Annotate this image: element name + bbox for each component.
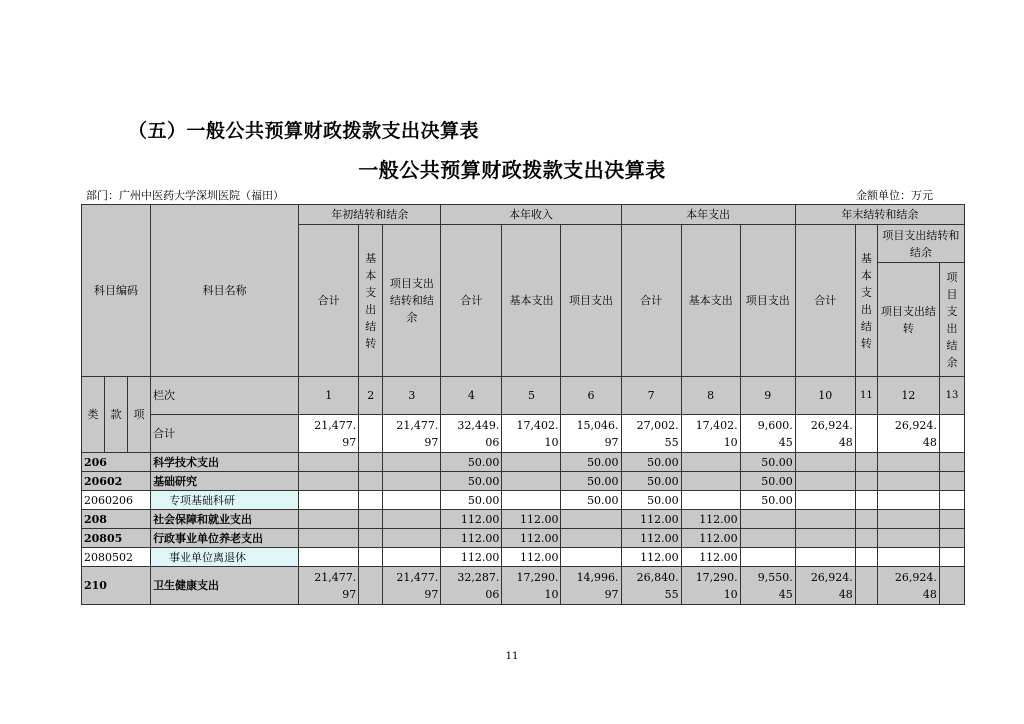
row-expense-total: 112.00 [621, 548, 681, 567]
total-expense-basic: 17,402. 10 [681, 415, 740, 453]
header-expense: 本年支出 [621, 205, 795, 225]
header-begin: 年初结转和结余 [299, 205, 441, 225]
total-income-basic: 17,402. 10 [502, 415, 561, 453]
header-income: 本年收入 [441, 205, 621, 225]
table-row [82, 491, 965, 510]
table-row [82, 510, 965, 529]
row-income-basic [502, 453, 561, 472]
row-expense-basic [681, 472, 740, 491]
page-number: 11 [505, 651, 519, 662]
page-title: 一般公共预算财政拨款支出决算表 [358, 158, 666, 182]
header-lei: 类 [82, 377, 105, 453]
row-income-basic: 112.00 [502, 548, 561, 567]
row-income-basic [502, 491, 561, 510]
total-expense-total: 27,002. 55 [621, 415, 681, 453]
header-expense-basic: 基本支出 [681, 225, 740, 377]
header-code: 科目编码 [82, 205, 151, 377]
total-begin-basic [359, 415, 383, 453]
header-begin-basic-carry: 基 本 支 出 结 转 [359, 225, 383, 377]
col-number: 10 [795, 377, 855, 415]
total-end-project: 26,924. 48 [877, 415, 939, 453]
row-end-total: 26,924. 48 [795, 567, 855, 605]
col-number: 13 [939, 377, 964, 415]
header-xiang: 项 [128, 377, 151, 453]
row-expense-project [740, 510, 795, 529]
header-end-basic-carry: 基 本 支 出 结 转 [855, 225, 877, 377]
total-expense-project: 9,600. 45 [740, 415, 795, 453]
total-income-total: 32,449. 06 [441, 415, 502, 453]
row-income-project [561, 548, 621, 567]
row-code: 206 [82, 453, 151, 472]
total-begin-total: 21,477. 97 [299, 415, 359, 453]
row-income-total: 50.00 [441, 453, 502, 472]
header-kuan: 款 [105, 377, 128, 453]
department-label: 部门：广州中医药大学深圳医院（福田） [86, 189, 284, 202]
row-expense-total: 50.00 [621, 472, 681, 491]
total-end-basic [855, 415, 877, 453]
row-income-total: 32,287. 06 [441, 567, 502, 605]
row-expense-basic: 112.00 [681, 529, 740, 548]
table-row [82, 529, 965, 548]
row-expense-project: 50.00 [740, 453, 795, 472]
row-expense-total: 112.00 [621, 529, 681, 548]
row-expense-total: 26,840. 55 [621, 567, 681, 605]
col-number: 5 [502, 377, 561, 415]
col-number: 1 [299, 377, 359, 415]
row-income-basic: 112.00 [502, 529, 561, 548]
row-begin-project: 21,477. 97 [383, 567, 441, 605]
unit-label: 金额单位：万元 [856, 189, 933, 202]
row-income-basic: 112.00 [502, 510, 561, 529]
table-row [82, 548, 965, 567]
row-name: 事业单位离退休 [151, 548, 299, 567]
row-code: 210 [82, 567, 151, 605]
col-number: 8 [681, 377, 740, 415]
header-end: 年末结转和结余 [795, 205, 964, 225]
table-row [82, 567, 965, 605]
col-number: 4 [441, 377, 502, 415]
row-income-total: 50.00 [441, 491, 502, 510]
header-end-project-surplus: 项 目 支 出 结 余 [939, 263, 964, 377]
table-row [82, 453, 965, 472]
row-expense-basic [681, 453, 740, 472]
row-code: 208 [82, 510, 151, 529]
row-income-total: 112.00 [441, 529, 502, 548]
row-income-total: 50.00 [441, 472, 502, 491]
section-title: （五）一般公共预算财政拨款支出决算表 [128, 120, 480, 142]
col-number: 7 [621, 377, 681, 415]
row-expense-total: 50.00 [621, 453, 681, 472]
row-name: 科学技术支出 [151, 453, 299, 472]
header-begin-project-carry: 项目支出结转和结余 [383, 225, 441, 377]
budget-table [81, 204, 965, 605]
row-income-project [561, 529, 621, 548]
col-number: 11 [855, 377, 877, 415]
table-row [82, 472, 965, 491]
total-end-total: 26,924. 48 [795, 415, 855, 453]
col-number: 12 [877, 377, 939, 415]
row-expense-total: 112.00 [621, 510, 681, 529]
header-income-project: 项目支出 [561, 225, 621, 377]
row-income-project: 50.00 [561, 491, 621, 510]
row-name: 基础研究 [151, 472, 299, 491]
row-expense-project [740, 529, 795, 548]
row-expense-basic [681, 491, 740, 510]
row-income-basic: 17,290. 10 [502, 567, 561, 605]
header-name: 科目名称 [151, 205, 299, 377]
row-begin-total: 21,477. 97 [299, 567, 359, 605]
row-name: 卫生健康支出 [151, 567, 299, 605]
header-end-total: 合计 [795, 225, 855, 377]
row-name: 专项基础科研 [151, 491, 299, 510]
header-end-project-carry-sub: 项目支出结转 [877, 263, 939, 377]
row-income-project: 14,996. 97 [561, 567, 621, 605]
row-income-basic [502, 472, 561, 491]
total-income-project: 15,046. 97 [561, 415, 621, 453]
row-code: 2060206 [82, 491, 151, 510]
header-expense-project: 项目支出 [740, 225, 795, 377]
row-expense-total: 50.00 [621, 491, 681, 510]
row-expense-basic: 112.00 [681, 548, 740, 567]
row-income-project [561, 510, 621, 529]
col-number: 9 [740, 377, 795, 415]
row-income-project: 50.00 [561, 472, 621, 491]
row-name: 社会保障和就业支出 [151, 510, 299, 529]
row-income-project: 50.00 [561, 453, 621, 472]
row-code: 2080502 [82, 548, 151, 567]
row-code: 20805 [82, 529, 151, 548]
row-expense-project [740, 548, 795, 567]
col-number: 2 [359, 377, 383, 415]
row-expense-basic: 112.00 [681, 510, 740, 529]
header-end-project-carry: 项目支出结转和结余 [877, 225, 964, 263]
col-number: 3 [383, 377, 441, 415]
row-end-project: 26,924. 48 [877, 567, 939, 605]
row-expense-project: 50.00 [740, 491, 795, 510]
header-lanci: 栏次 [151, 377, 299, 415]
row-name: 行政事业单位养老支出 [151, 529, 299, 548]
row-income-total: 112.00 [441, 510, 502, 529]
header-expense-total: 合计 [621, 225, 681, 377]
row-code: 20602 [82, 472, 151, 491]
header-income-total: 合计 [441, 225, 502, 377]
row-income-total: 112.00 [441, 548, 502, 567]
header-begin-total: 合计 [299, 225, 359, 377]
col-number: 6 [561, 377, 621, 415]
row-expense-basic: 17,290. 10 [681, 567, 740, 605]
row-expense-project: 9,550. 45 [740, 567, 795, 605]
total-label: 合计 [151, 415, 299, 453]
header-income-basic: 基本支出 [502, 225, 561, 377]
total-begin-project: 21,477. 97 [383, 415, 441, 453]
total-end-surplus [939, 415, 964, 453]
row-expense-project: 50.00 [740, 472, 795, 491]
